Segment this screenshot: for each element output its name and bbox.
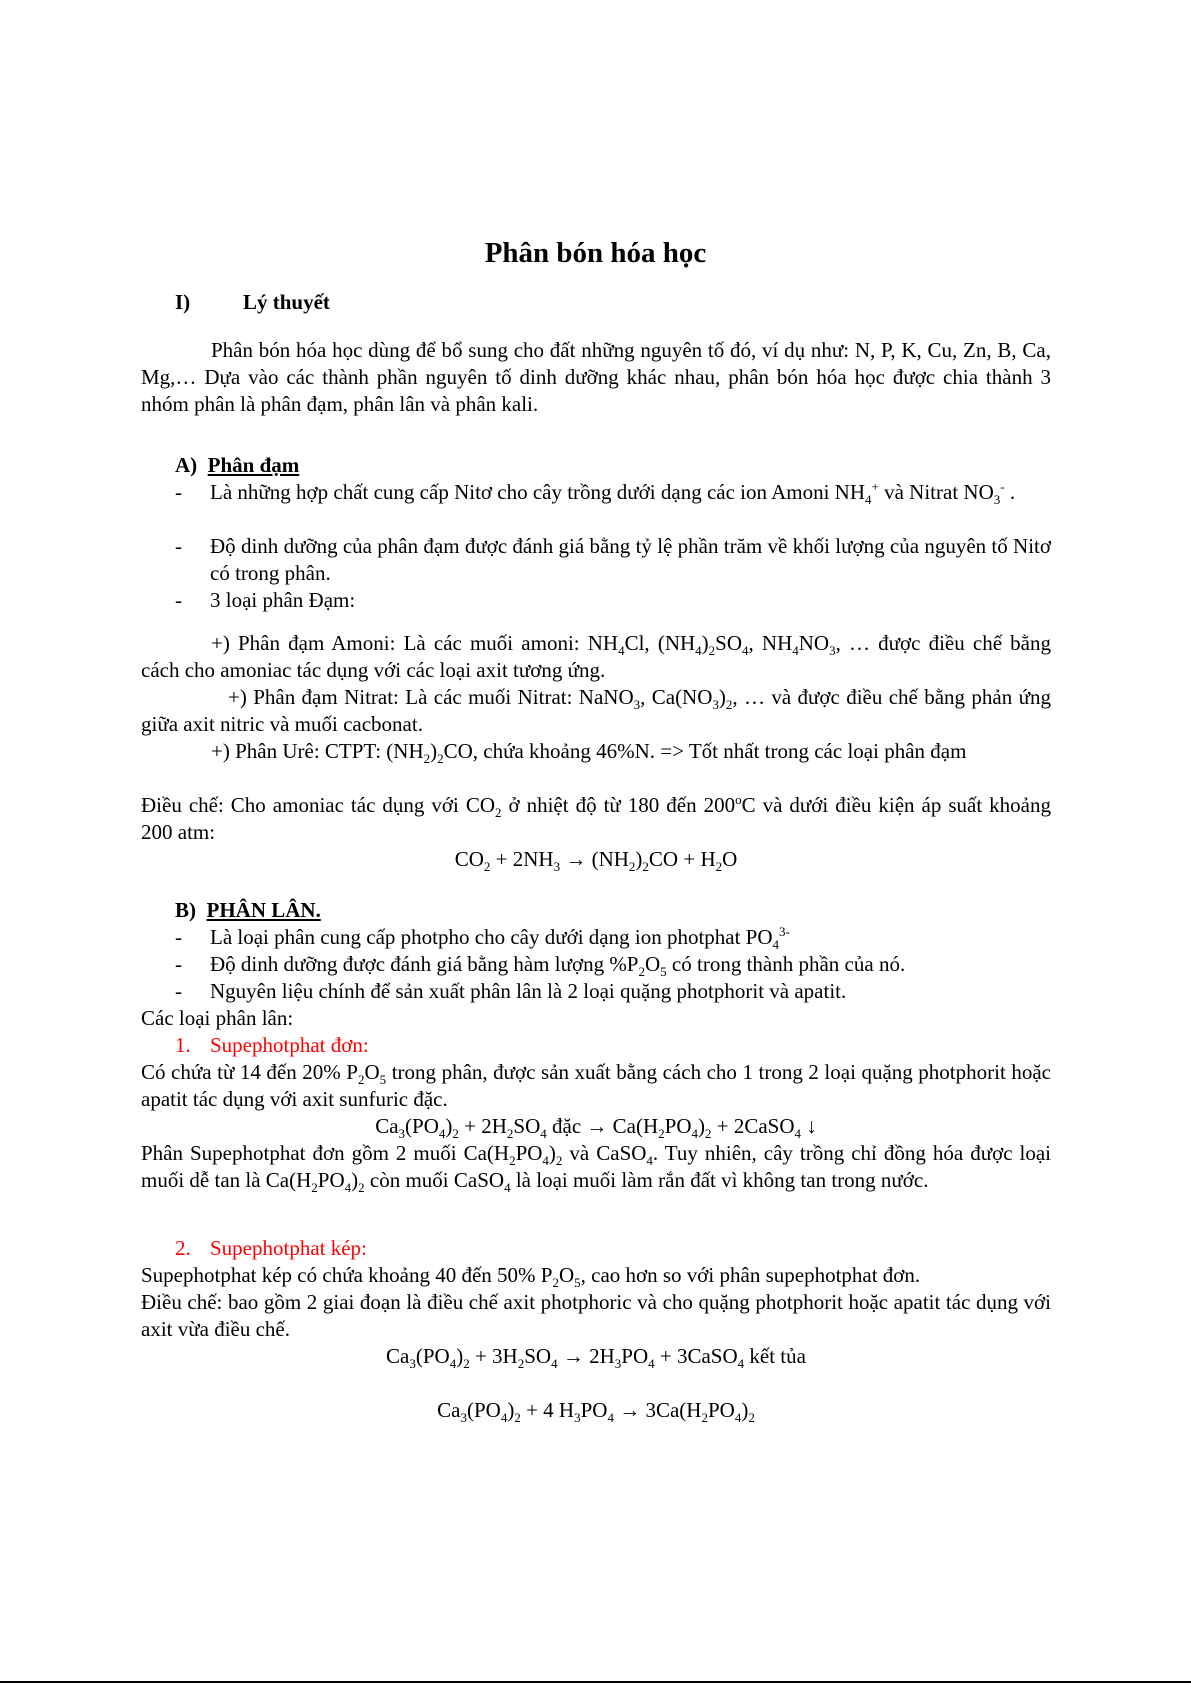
text-run: PO bbox=[317, 1168, 345, 1192]
text-run: ) bbox=[430, 739, 438, 763]
part-a-label: A) bbox=[175, 453, 198, 477]
text-run: PO bbox=[580, 1398, 608, 1422]
text-run: ) bbox=[635, 847, 643, 871]
text-run: ↓ bbox=[801, 1114, 817, 1138]
intro-text: Phân bón hóa học dùng để bổ sung cho đất những nguyên tố đó, ví dụ như: N, P, K, Cu, Zn, B, Ca, Mg,… Dựa vào các thành phần nguyên tố dinh dưỡng khác nhau, phân bón hóa học được chia thành 3 nhóm phân là phân đạm, phân lân và phân kali. bbox=[141, 338, 1051, 416]
part-a-heading bbox=[175, 452, 299, 479]
text-run: . bbox=[1004, 480, 1016, 504]
text-run: O bbox=[364, 1060, 380, 1084]
part-b-title: PHÂN LÂN. bbox=[206, 898, 321, 922]
subscript: 4 bbox=[618, 643, 625, 659]
text-run: , … và được điều chế bằng phản ứng giữa axit nitric và muối cacbonat. bbox=[141, 685, 1051, 736]
subscript: 3 bbox=[398, 1126, 406, 1142]
list-number: 2. bbox=[175, 1236, 191, 1260]
text-run: Ca bbox=[375, 1114, 399, 1138]
text-run: ) bbox=[718, 685, 726, 709]
amoni-paragraph bbox=[141, 630, 1051, 684]
bullet-dash: - bbox=[175, 979, 182, 1003]
text-run: + 2CaSO bbox=[711, 1114, 795, 1138]
subscript: 3 bbox=[712, 697, 719, 713]
text-run: PO bbox=[621, 1344, 649, 1368]
text-run: CO + H bbox=[648, 847, 716, 871]
text-run: ) bbox=[456, 1344, 464, 1368]
subscript: 4 bbox=[646, 1153, 653, 1169]
bullet-dash: - bbox=[175, 534, 182, 558]
text-run: và CaSO bbox=[562, 1141, 647, 1165]
bullet-dash: - bbox=[175, 952, 182, 976]
subscript: 4 bbox=[542, 1153, 549, 1169]
text-run: Cl, (NH bbox=[624, 631, 696, 655]
text-run: SO bbox=[524, 1344, 552, 1368]
part-b-bullet-2 bbox=[175, 951, 1051, 978]
text-run: SO bbox=[513, 1114, 541, 1138]
subscript: 4 bbox=[504, 1180, 511, 1196]
text-run: PO bbox=[707, 1398, 735, 1422]
subscript: 2 bbox=[437, 751, 444, 767]
subscript: 2 bbox=[628, 859, 636, 875]
page-title: Phân bón hóa học bbox=[484, 237, 707, 269]
subscript: 4 bbox=[865, 492, 872, 508]
text-run: CO, chứa khoảng 46%N. => Tốt nhất trong các loại phân đạm bbox=[443, 739, 967, 763]
text-run: , NH bbox=[748, 631, 793, 655]
text-run: ) bbox=[741, 1398, 749, 1422]
list-item-title: Supephotphat kép: bbox=[210, 1236, 367, 1260]
text-run: + 4 H bbox=[520, 1398, 575, 1422]
bullet-text: Độ dinh dưỡng của phân đạm được đánh giá bằng tỷ lệ phần trăm về khối lượng của nguyên tố Nitơ có trong phân. bbox=[210, 534, 1051, 585]
dieuche-paragraph bbox=[141, 792, 1051, 846]
subscript: 2 bbox=[452, 1126, 459, 1142]
subscript: 4 bbox=[551, 1356, 558, 1372]
subscript: 2 bbox=[358, 1180, 365, 1196]
equation-superphosphate-single bbox=[141, 1113, 1051, 1140]
subscript: 2 bbox=[552, 1275, 559, 1291]
text-run: Là những hợp chất cung cấp Nitơ cho cây trồng dưới dạng các ion Amoni NH bbox=[210, 480, 865, 504]
nitrat-paragraph bbox=[141, 684, 1051, 738]
subscript: 5 bbox=[660, 964, 667, 980]
subscript: 3 bbox=[993, 492, 1001, 508]
text-run: ) bbox=[698, 1114, 706, 1138]
text-run: Độ dinh dưỡng được đánh giá bằng hàm lượng %P bbox=[210, 952, 639, 976]
text-run: + 3H bbox=[469, 1344, 518, 1368]
subscript: 4 bbox=[734, 1410, 742, 1426]
subscript: 3 bbox=[574, 1410, 581, 1426]
superscript: - bbox=[1000, 479, 1005, 494]
subscript: 2 bbox=[463, 1356, 470, 1372]
superscript: + bbox=[871, 479, 879, 494]
subscript: 2 bbox=[517, 1356, 525, 1372]
text-run: , Ca(NO bbox=[640, 685, 713, 709]
text-run: ) bbox=[548, 1141, 556, 1165]
subscript: 4 bbox=[772, 937, 780, 953]
text-run: O bbox=[722, 847, 738, 871]
text-run: O bbox=[558, 1263, 575, 1287]
subscript: 2 bbox=[423, 751, 431, 767]
text-run: , … được điều chế bằng cách cho amoniac tác dụng với các loại axit tương ứng. bbox=[141, 631, 1051, 682]
item2-dieuche-paragraph: Điều chế: bao gồm 2 giai đoạn là điều chế axit photphoric và cho quặng photphorit hoặc apatit tác dụng với axit vừa điều chế. bbox=[141, 1290, 1051, 1341]
subscript: 2 bbox=[638, 964, 645, 980]
text-run: + 2H bbox=[458, 1114, 507, 1138]
part-b-bullet-1 bbox=[175, 924, 1051, 951]
ure-paragraph bbox=[141, 738, 1051, 765]
subscript: 2 bbox=[509, 1153, 516, 1169]
text-run: +) Phân Urê: CTPT: (NH bbox=[211, 739, 424, 763]
text-run: và Nitrat NO bbox=[878, 480, 994, 504]
text-run: SO bbox=[715, 631, 743, 655]
list-item-title: Supephotphat đơn: bbox=[210, 1033, 369, 1057]
text-run: Là loại phân cung cấp photpho cho cây dưới dạng ion photphat PO bbox=[210, 925, 773, 949]
subscript: 2 bbox=[715, 859, 723, 875]
bullet-dash: - bbox=[175, 925, 182, 949]
text-run: PO bbox=[515, 1141, 543, 1165]
text-run: Ca bbox=[386, 1344, 410, 1368]
text-run: Phân Supephotphat đơn gồm 2 muối Ca(H bbox=[141, 1141, 510, 1165]
text-run: đặc → Ca(H bbox=[546, 1114, 659, 1138]
list-number: 1. bbox=[175, 1033, 191, 1057]
subscript: 4 bbox=[500, 1410, 508, 1426]
text-run: → 3Ca(H bbox=[613, 1398, 702, 1422]
list-item-1-heading bbox=[175, 1032, 369, 1059]
text-run: +) Phân đạm Amoni: Là các muối amoni: NH bbox=[211, 631, 619, 655]
bullet-text bbox=[210, 479, 1051, 506]
list-item-2-heading bbox=[175, 1235, 367, 1262]
subscript: 2 bbox=[748, 1410, 755, 1426]
text-run: + 3CaSO bbox=[654, 1344, 738, 1368]
subscript: 2 bbox=[483, 859, 491, 875]
subscript: 2 bbox=[555, 1153, 563, 1169]
types-label: Các loại phân lân: bbox=[141, 1006, 294, 1030]
superscript: 3- bbox=[779, 924, 790, 939]
text-run: (PO bbox=[415, 1344, 450, 1368]
subscript: 2 bbox=[311, 1180, 318, 1196]
subscript: 3 bbox=[460, 1410, 467, 1426]
text-run: → (NH bbox=[560, 847, 629, 871]
text-run: Supephotphat kép có chứa khoảng 40 đến 50% P bbox=[141, 1263, 553, 1287]
part-a-bullet-3 bbox=[175, 587, 1051, 614]
subscript: 2 bbox=[725, 697, 733, 713]
subscript: 2 bbox=[514, 1410, 521, 1426]
subscript: 3 bbox=[614, 1356, 622, 1372]
subscript: 3 bbox=[829, 643, 836, 659]
equation-urea bbox=[141, 846, 1051, 873]
text-run: kết tủa bbox=[744, 1344, 806, 1368]
text-run: ở nhiệt độ từ 180 đến 200 bbox=[501, 793, 736, 817]
equation-phosphoric-acid bbox=[141, 1343, 1051, 1370]
text-run: (PO bbox=[467, 1398, 501, 1422]
section-title: Lý thuyết bbox=[243, 290, 330, 314]
item1-note-paragraph bbox=[141, 1140, 1051, 1194]
subscript: 4 bbox=[344, 1180, 352, 1196]
text-run: CO bbox=[454, 847, 484, 871]
bullet-text bbox=[210, 951, 1051, 978]
subscript: 5 bbox=[379, 1072, 387, 1088]
part-b-bullet-3 bbox=[175, 978, 1051, 1005]
text-run: C và dưới điều kiện áp suất khoảng 200 atm: bbox=[141, 793, 1052, 844]
text-run: ) bbox=[351, 1168, 359, 1192]
page-bottom-rule bbox=[0, 1681, 1191, 1683]
subscript: 4 bbox=[794, 1126, 802, 1142]
part-b-heading bbox=[175, 897, 321, 924]
subscript: 2 bbox=[642, 859, 649, 875]
subscript: 3 bbox=[633, 697, 641, 713]
text-run: . Tuy nhiên, cây trồng chỉ đồng hóa được loại muối dễ tan là Ca(H bbox=[141, 1141, 1051, 1192]
part-b-label: B) bbox=[175, 898, 196, 922]
subscript: 4 bbox=[737, 1356, 745, 1372]
subscript: 4 bbox=[691, 1126, 699, 1142]
text-run: còn muối CaSO bbox=[364, 1168, 505, 1192]
section-heading-theory bbox=[175, 289, 330, 316]
subscript: 4 bbox=[648, 1356, 655, 1372]
subscript: 4 bbox=[695, 643, 702, 659]
item1-paragraph bbox=[141, 1059, 1051, 1113]
section-number: I) bbox=[175, 290, 191, 314]
item2-paragraph bbox=[141, 1262, 1051, 1289]
subscript: 3 bbox=[409, 1356, 416, 1372]
text-run: +) Phân đạm Nitrat: Là các muối Nitrat: NaNO bbox=[228, 685, 634, 709]
bullet-dash: - bbox=[175, 588, 182, 612]
text-run: ) bbox=[445, 1114, 453, 1138]
text-run: Ca bbox=[437, 1398, 461, 1422]
text-run: NO bbox=[798, 631, 830, 655]
subscript: 2 bbox=[658, 1126, 665, 1142]
text-run: O bbox=[645, 952, 661, 976]
text-run: + 2NH bbox=[490, 847, 554, 871]
subscript: 4 bbox=[742, 643, 749, 659]
bullet-text: 3 loại phân Đạm: bbox=[210, 588, 356, 612]
superscript: o bbox=[735, 792, 742, 807]
text-run: là loại muối làm rắn đất vì không tan trong nước. bbox=[510, 1168, 929, 1192]
text-run: → 2H bbox=[557, 1344, 615, 1368]
part-a-bullet-2 bbox=[175, 533, 1051, 587]
subscript: 4 bbox=[449, 1356, 457, 1372]
text-run: có trong thành phần của nó. bbox=[666, 952, 906, 976]
bullet-dash: - bbox=[175, 480, 182, 504]
text-run: ) bbox=[507, 1398, 515, 1422]
subscript: 2 bbox=[357, 1072, 365, 1088]
text-run: (PO bbox=[405, 1114, 439, 1138]
subscript: 2 bbox=[708, 643, 716, 659]
part-a-title: Phân đạm bbox=[207, 453, 300, 477]
intro-paragraph bbox=[141, 337, 1051, 418]
text-run: Có chứa từ 14 đến 20% P bbox=[141, 1060, 358, 1084]
subscript: 3 bbox=[553, 859, 561, 875]
part-a-bullet-1 bbox=[175, 479, 1051, 506]
subscript: 2 bbox=[495, 805, 502, 821]
equation-double-superphosphate bbox=[141, 1397, 1051, 1424]
text-run: ) bbox=[701, 631, 709, 655]
text-run: , cao hơn so với phân supephotphat đơn. bbox=[580, 1263, 921, 1287]
subscript: 4 bbox=[607, 1410, 614, 1426]
subscript: 2 bbox=[701, 1410, 708, 1426]
subscript: 4 bbox=[540, 1126, 547, 1142]
subscript: 4 bbox=[438, 1126, 446, 1142]
subscript: 5 bbox=[574, 1275, 581, 1291]
text-run: PO bbox=[664, 1114, 692, 1138]
subscript: 4 bbox=[792, 643, 799, 659]
bullet-text: Nguyên liệu chính để sản xuất phân lân là 2 loại quặng photphorit và apatit. bbox=[210, 979, 847, 1003]
subscript: 2 bbox=[506, 1126, 514, 1142]
text-run: trong phân, được sản xuất bằng cách cho 1 trong 2 loại quặng photphorit hoặc apatit tác dụng với axit sunfuric đặc. bbox=[141, 1060, 1051, 1111]
subscript: 2 bbox=[705, 1126, 712, 1142]
bullet-text bbox=[210, 924, 1051, 951]
text-run: Điều chế: Cho amoniac tác dụng với CO bbox=[141, 793, 495, 817]
